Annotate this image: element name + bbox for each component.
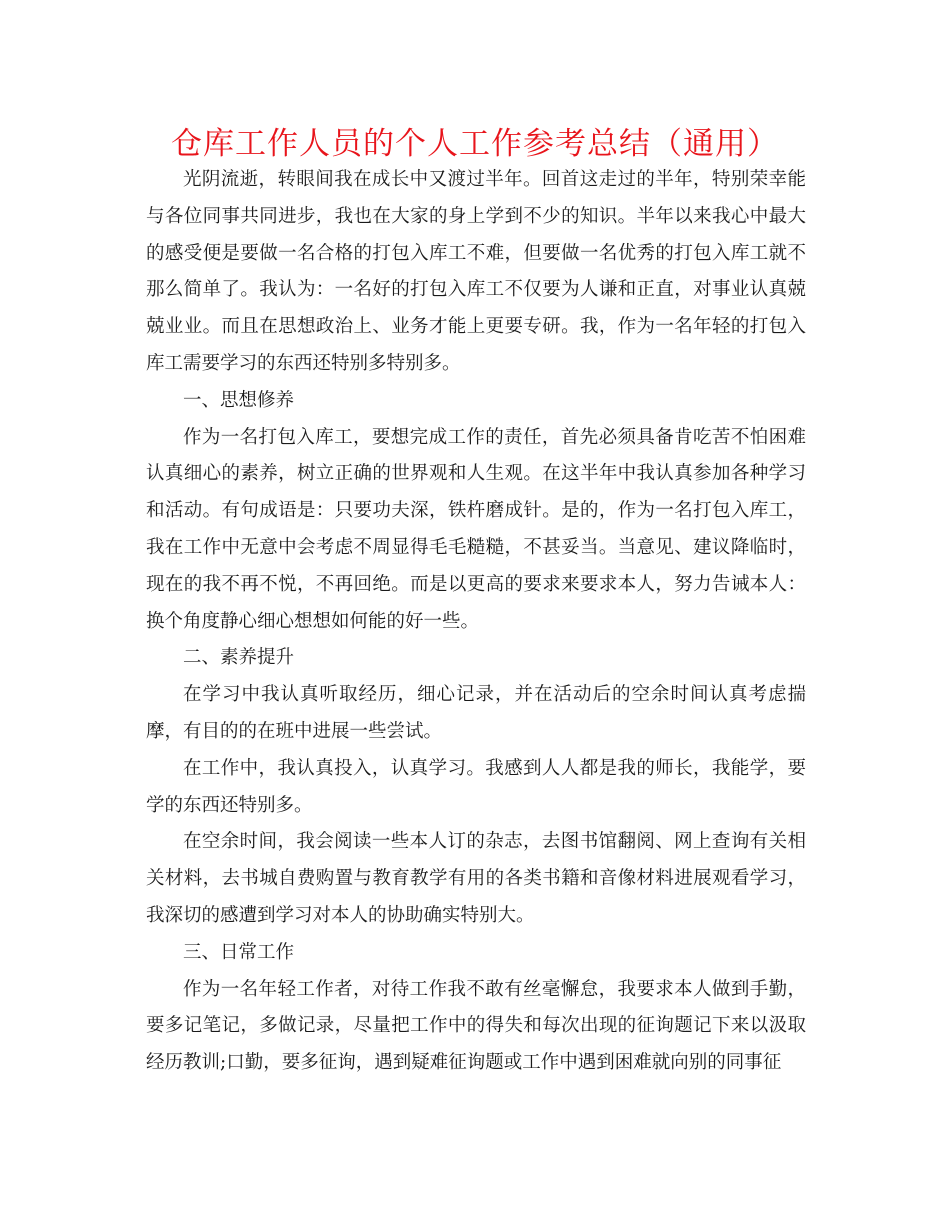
paragraph-section-3: 作为一名年轻工作者，对待工作我不敢有丝毫懈怠，我要求本人做到手勤，要多记笔记，多做记录，尽量把工作中的得失和每次出现的征询题记下来以汲取经历教训;口勤，要多征询，遇到疑难征询题或工作中遇到困难就向别的同事征 [146,978,806,1074]
section-heading-2: 二、素养提升 [183,647,295,669]
document-body [146,162,806,1082]
paragraph-section-2a: 在学习中我认真听取经历，细心记录，并在活动后的空余时间认真考虑揣摩，有目的的在班中进展一些尝试。 [146,684,806,742]
section-heading-1: 一、思想修养 [183,389,295,411]
section-heading-3: 三、日常工作 [183,941,295,963]
paragraph-intro: 光阴流逝，转眼间我在成长中又渡过半年。回首这走过的半年，特别荣幸能与各位同事共同进步，我也在大家的身上学到不少的知识。半年以来我心中最大的感受便是要做一名合格的打包入库工不难，但要做一名优秀的打包入库工就不那么简单了。我认为：一名好的打包入库工不仅要为人谦和正直，对事业认真兢兢业业。而且在思想政治上、业务才能上更要专研。我，作为一名年轻的打包入库工需要学习的东西还特别多特别多。 [146,169,806,374]
paragraph-section-2c: 在空余时间，我会阅读一些本人订的杂志，去图书馆翻阅、网上查询有关相关材料，去书城自费购置与教育教学有用的各类书籍和音像材料进展观看学习，我深切的感遭到学习对本人的协助确实特别大。 [146,831,806,926]
paragraph-section-2b: 在工作中，我认真投入，认真学习。我感到人人都是我的师长，我能学，要学的东西还特别多。 [146,757,806,816]
paragraph-section-1: 作为一名打包入库工，要想完成工作的责任，首先必须具备肯吃苦不怕困难认真细心的素养，树立正确的世界观和人生观。在这半年中我认真参加各种学习和活动。有句成语是：只要功夫深，铁杵磨成针。是的，作为一名打包入库工，我在工作中无意中会考虑不周显得毛毛糙糙，不甚妥当。当意见、建议降临时，现在的我不再不悦，不再回绝。而是以更高的要求来要求本人，努力告诫本人：换个角度静心细心想想如何能的好一些。 [146,426,806,632]
document-title: 仓库工作人员的个人工作参考总结（通用） [171,126,779,162]
